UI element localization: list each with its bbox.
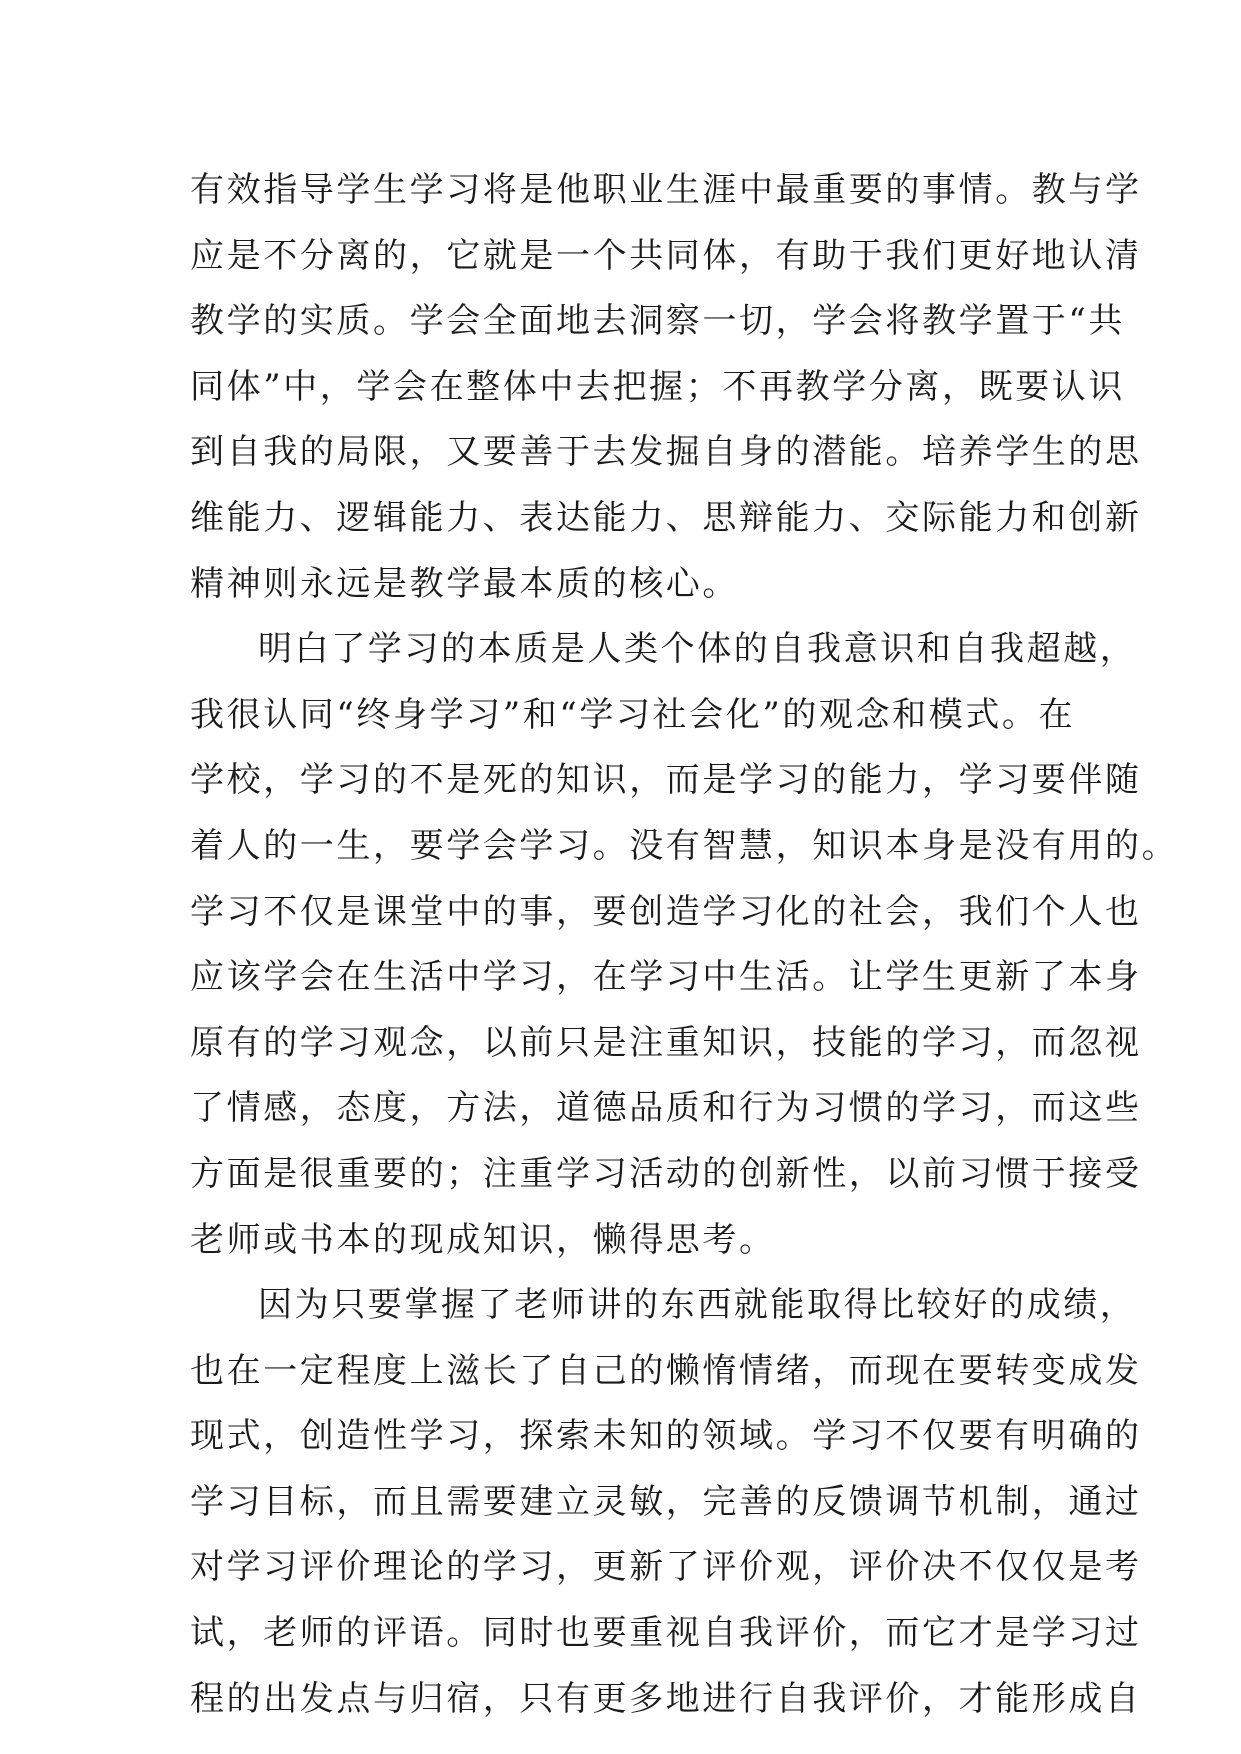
text-line: 有效指导学生学习将是他职业生涯中最重要的事情。教与学	[190, 170, 1142, 210]
text-line: 着人的一生，要学会学习。没有智慧，知识本身是没有用的。	[190, 825, 1179, 866]
text-line: 同体”中，学会在整体中去把握；不再教学分离，既要认识	[190, 366, 1125, 407]
text-line: 方面是很重要的；注重学习活动的创新性，以前习惯于接受	[190, 1153, 1142, 1194]
paragraph-first-line: 因为只要掌握了老师讲的东西就能取得比较好的成绩，	[258, 1285, 1137, 1326]
text-line: 应该学会在生活中学习，在学习中生活。让学生更新了本身	[190, 957, 1142, 998]
text-line: 到自我的局限，又要善于去发掘自身的潜能。培养学生的思	[190, 432, 1142, 473]
text-line: 学习不仅是课堂中的事，要创造学习化的社会，我们个人也	[190, 891, 1142, 932]
text-line: 教学的实质。学会全面地去洞察一切，学会将教学置于“共	[190, 301, 1125, 342]
text-line: 应是不分离的，它就是一个共同体，有助于我们更好地认清	[190, 235, 1142, 276]
text-line: 原有的学习观念，以前只是注重知识，技能的学习，而忽视	[190, 1022, 1142, 1063]
text-line: 我很认同“终身学习”和“学习社会化”的观念和模式。在	[190, 694, 1076, 735]
text-line: 试，老师的评语。同时也要重视自我评价，而它才是学习过	[190, 1613, 1142, 1654]
text-line: 程的出发点与归宿，只有更多地进行自我评价，才能形成自	[190, 1678, 1142, 1719]
text-line: 学校，学习的不是死的知识，而是学习的能力，学习要伴随	[190, 760, 1142, 801]
text-line: 现式，创造性学习，探索未知的领域。学习不仅要有明确的	[190, 1416, 1142, 1457]
paragraph-first-line: 明白了学习的本质是人类个体的自我意识和自我超越，	[258, 629, 1137, 670]
text-line: 精神则永远是教学最本质的核心。	[190, 563, 739, 604]
text-line: 维能力、逻辑能力、表达能力、思辩能力、交际能力和创新	[190, 497, 1142, 538]
text-line: 学习目标，而且需要建立灵敏，完善的反馈调节机制，通过	[190, 1481, 1142, 1522]
text-line: 也在一定程度上滋长了自己的懒惰情绪，而现在要转变成发	[190, 1350, 1142, 1391]
document-body	[190, 158, 1179, 1732]
text-line: 老师或书本的现成知识，懒得思考。	[190, 1219, 776, 1260]
text-line: 了情感，态度，方法，道德品质和行为习惯的学习，而这些	[190, 1088, 1142, 1129]
text-line: 对学习评价理论的学习，更新了评价观，评价决不仅仅是考	[190, 1547, 1142, 1588]
